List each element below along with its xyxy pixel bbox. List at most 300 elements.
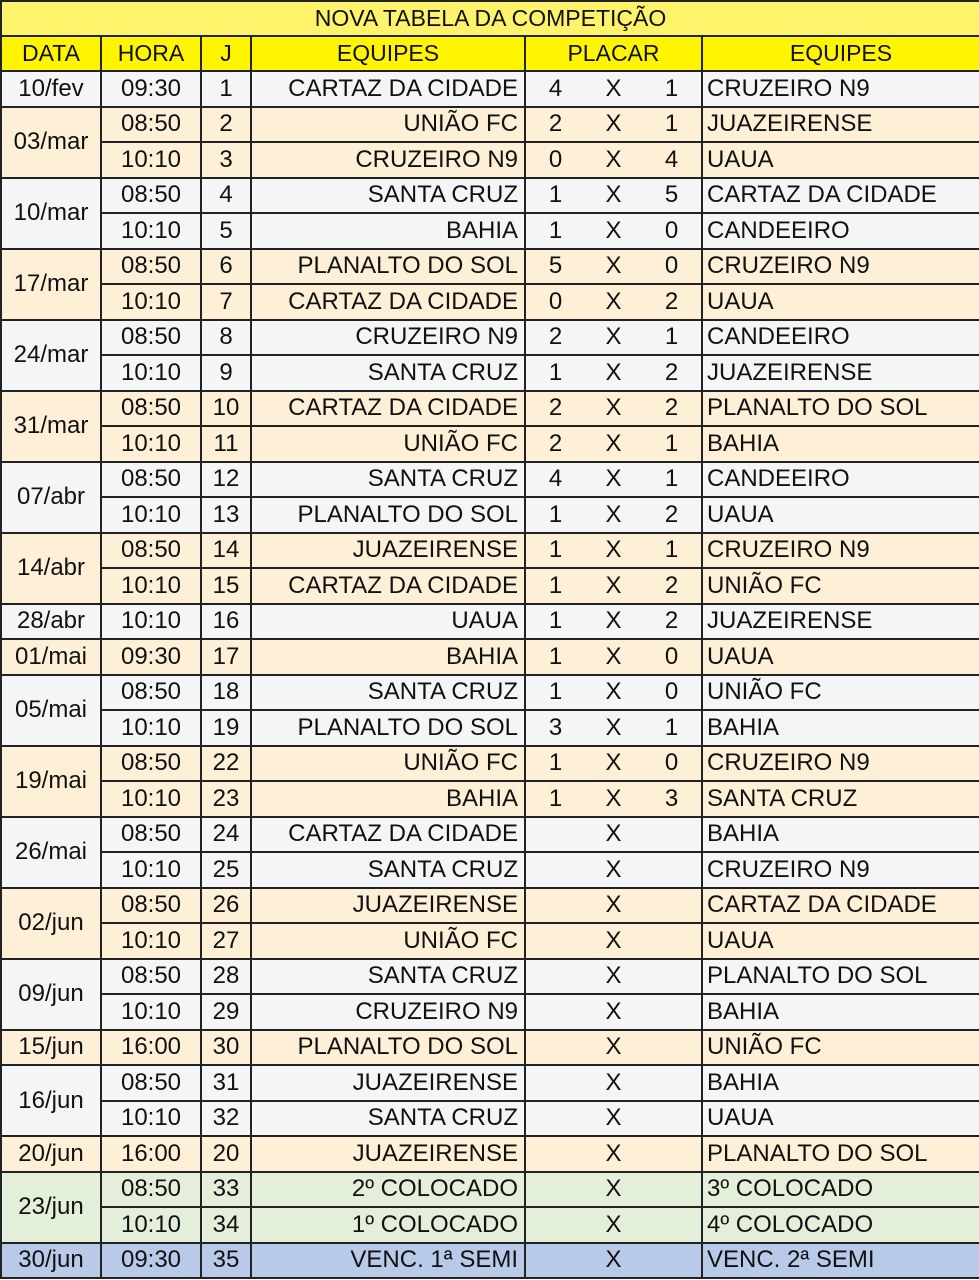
cell-versus: X <box>585 639 642 675</box>
cell-away-score: 1 <box>642 710 702 746</box>
cell-away-score: 2 <box>642 497 702 533</box>
cell-away-team: UNIÃO FC <box>702 1030 979 1066</box>
cell-versus: X <box>585 320 642 356</box>
cell-away-score: 5 <box>642 178 702 214</box>
cell-home-team: UAUA <box>251 604 525 640</box>
cell-jogo: 5 <box>201 213 251 249</box>
cell-home-team: BAHIA <box>251 213 525 249</box>
cell-home-team: UNIÃO FC <box>251 107 525 143</box>
cell-hora: 08:50 <box>101 817 201 853</box>
table-title: NOVA TABELA DA COMPETIÇÃO <box>1 1 979 36</box>
table-row <box>1 1136 979 1172</box>
cell-home-team: SANTA CRUZ <box>251 852 525 888</box>
cell-hora: 08:50 <box>101 959 201 995</box>
cell-date: 14/abr <box>1 533 101 604</box>
cell-home-score <box>525 888 585 924</box>
cell-jogo: 30 <box>201 1030 251 1066</box>
cell-date: 10/mar <box>1 178 101 249</box>
cell-hora: 10:10 <box>101 213 201 249</box>
cell-date: 10/fev <box>1 71 101 107</box>
cell-hora: 08:50 <box>101 888 201 924</box>
cell-date: 16/jun <box>1 1065 101 1136</box>
cell-jogo: 20 <box>201 1136 251 1172</box>
cell-hora: 09:30 <box>101 1243 201 1279</box>
cell-away-score <box>642 1243 702 1279</box>
cell-away-score: 0 <box>642 639 702 675</box>
cell-versus: X <box>585 888 642 924</box>
cell-away-team: PLANALTO DO SOL <box>702 391 979 427</box>
header-placar: PLACAR <box>525 36 702 71</box>
cell-versus: X <box>585 462 642 498</box>
cell-home-team: PLANALTO DO SOL <box>251 710 525 746</box>
cell-away-score: 3 <box>642 781 702 817</box>
table-row <box>1 1172 979 1208</box>
cell-hora: 10:10 <box>101 781 201 817</box>
cell-hora: 10:10 <box>101 852 201 888</box>
cell-versus: X <box>585 675 642 711</box>
cell-versus: X <box>585 426 642 462</box>
cell-home-team: VENC. 1ª SEMI <box>251 1243 525 1279</box>
cell-away-team: 3º COLOCADO <box>702 1172 979 1208</box>
cell-away-team: VENC. 2ª SEMI <box>702 1243 979 1279</box>
cell-away-score: 0 <box>642 675 702 711</box>
cell-home-score <box>525 1030 585 1066</box>
cell-jogo: 6 <box>201 249 251 285</box>
cell-home-team: 1º COLOCADO <box>251 1207 525 1243</box>
cell-hora: 08:50 <box>101 1065 201 1101</box>
cell-home-team: SANTA CRUZ <box>251 462 525 498</box>
cell-away-score <box>642 888 702 924</box>
cell-away-score: 4 <box>642 142 702 178</box>
cell-away-team: CANDEEIRO <box>702 320 979 356</box>
header-jogo: J <box>201 36 251 71</box>
cell-versus: X <box>585 284 642 320</box>
cell-home-team: JUAZEIRENSE <box>251 888 525 924</box>
cell-away-score <box>642 852 702 888</box>
cell-hora: 16:00 <box>101 1136 201 1172</box>
cell-home-score <box>525 852 585 888</box>
cell-jogo: 27 <box>201 923 251 959</box>
cell-jogo: 4 <box>201 178 251 214</box>
cell-date: 20/jun <box>1 1136 101 1172</box>
cell-away-team: UNIÃO FC <box>702 568 979 604</box>
cell-home-team: CARTAZ DA CIDADE <box>251 817 525 853</box>
cell-jogo: 9 <box>201 355 251 391</box>
cell-versus: X <box>585 1030 642 1066</box>
cell-home-score: 2 <box>525 320 585 356</box>
cell-away-score <box>642 1207 702 1243</box>
cell-hora: 10:10 <box>101 568 201 604</box>
cell-away-score <box>642 994 702 1030</box>
header-data: DATA <box>1 36 101 71</box>
table-row <box>1 533 979 569</box>
cell-home-team: CARTAZ DA CIDADE <box>251 391 525 427</box>
cell-date: 26/mai <box>1 817 101 888</box>
cell-away-team: UAUA <box>702 639 979 675</box>
cell-jogo: 22 <box>201 746 251 782</box>
cell-away-score: 1 <box>642 71 702 107</box>
cell-away-score: 2 <box>642 284 702 320</box>
table-row <box>1 746 979 782</box>
cell-date: 23/jun <box>1 1172 101 1243</box>
cell-hora: 10:10 <box>101 1101 201 1137</box>
cell-home-score: 2 <box>525 426 585 462</box>
cell-versus: X <box>585 107 642 143</box>
cell-home-score: 5 <box>525 249 585 285</box>
cell-jogo: 17 <box>201 639 251 675</box>
cell-jogo: 16 <box>201 604 251 640</box>
cell-hora: 09:30 <box>101 71 201 107</box>
cell-away-team: CARTAZ DA CIDADE <box>702 178 979 214</box>
cell-away-team: CANDEEIRO <box>702 213 979 249</box>
cell-away-team: BAHIA <box>702 426 979 462</box>
cell-versus: X <box>585 71 642 107</box>
cell-away-score <box>642 1030 702 1066</box>
cell-away-score: 2 <box>642 568 702 604</box>
table-row <box>1 355 979 391</box>
cell-home-team: UNIÃO FC <box>251 426 525 462</box>
cell-away-team: BAHIA <box>702 817 979 853</box>
cell-versus: X <box>585 604 642 640</box>
table-row <box>1 639 979 675</box>
cell-hora: 08:50 <box>101 675 201 711</box>
table-row <box>1 852 979 888</box>
cell-away-team: UAUA <box>702 497 979 533</box>
cell-home-team: 2º COLOCADO <box>251 1172 525 1208</box>
cell-versus: X <box>585 1101 642 1137</box>
cell-jogo: 33 <box>201 1172 251 1208</box>
cell-hora: 08:50 <box>101 391 201 427</box>
cell-home-score <box>525 1065 585 1101</box>
cell-jogo: 34 <box>201 1207 251 1243</box>
cell-versus: X <box>585 1243 642 1279</box>
cell-away-team: CANDEEIRO <box>702 462 979 498</box>
cell-home-team: JUAZEIRENSE <box>251 1065 525 1101</box>
table-row <box>1 781 979 817</box>
cell-home-score: 1 <box>525 604 585 640</box>
cell-home-team: SANTA CRUZ <box>251 675 525 711</box>
cell-date: 28/abr <box>1 604 101 640</box>
cell-date: 02/jun <box>1 888 101 959</box>
cell-away-team: UNIÃO FC <box>702 675 979 711</box>
cell-jogo: 25 <box>201 852 251 888</box>
cell-home-team: CARTAZ DA CIDADE <box>251 284 525 320</box>
cell-home-score <box>525 923 585 959</box>
cell-versus: X <box>585 178 642 214</box>
table-row <box>1 426 979 462</box>
cell-home-team: CRUZEIRO N9 <box>251 320 525 356</box>
cell-hora: 08:50 <box>101 107 201 143</box>
cell-date: 19/mai <box>1 746 101 817</box>
cell-versus: X <box>585 1172 642 1208</box>
cell-home-score: 1 <box>525 675 585 711</box>
table-row <box>1 1030 979 1066</box>
cell-hora: 10:10 <box>101 923 201 959</box>
cell-away-score: 1 <box>642 426 702 462</box>
cell-versus: X <box>585 746 642 782</box>
cell-versus: X <box>585 249 642 285</box>
cell-jogo: 26 <box>201 888 251 924</box>
cell-jogo: 18 <box>201 675 251 711</box>
cell-jogo: 1 <box>201 71 251 107</box>
cell-hora: 08:50 <box>101 178 201 214</box>
cell-hora: 09:30 <box>101 639 201 675</box>
cell-date: 03/mar <box>1 107 101 178</box>
cell-away-team: 4º COLOCADO <box>702 1207 979 1243</box>
table-row <box>1 994 979 1030</box>
cell-home-score: 2 <box>525 107 585 143</box>
cell-hora: 10:10 <box>101 497 201 533</box>
cell-away-score <box>642 1172 702 1208</box>
cell-jogo: 8 <box>201 320 251 356</box>
cell-versus: X <box>585 710 642 746</box>
table-row <box>1 142 979 178</box>
cell-away-score: 2 <box>642 604 702 640</box>
cell-date: 31/mar <box>1 391 101 462</box>
cell-home-team: PLANALTO DO SOL <box>251 497 525 533</box>
cell-home-team: JUAZEIRENSE <box>251 533 525 569</box>
cell-jogo: 31 <box>201 1065 251 1101</box>
table-row <box>1 320 979 356</box>
cell-hora: 08:50 <box>101 746 201 782</box>
table-row <box>1 675 979 711</box>
cell-away-score: 1 <box>642 533 702 569</box>
cell-away-score <box>642 1136 702 1172</box>
table-row <box>1 923 979 959</box>
cell-versus: X <box>585 497 642 533</box>
cell-away-team: CRUZEIRO N9 <box>702 852 979 888</box>
cell-versus: X <box>585 213 642 249</box>
cell-versus: X <box>585 391 642 427</box>
cell-date: 17/mar <box>1 249 101 320</box>
cell-away-team: UAUA <box>702 142 979 178</box>
cell-home-score: 1 <box>525 355 585 391</box>
cell-date: 01/mai <box>1 639 101 675</box>
cell-away-score: 1 <box>642 462 702 498</box>
cell-away-score <box>642 959 702 995</box>
cell-home-score <box>525 817 585 853</box>
cell-home-score <box>525 1243 585 1279</box>
cell-home-team: CRUZEIRO N9 <box>251 994 525 1030</box>
cell-jogo: 3 <box>201 142 251 178</box>
cell-versus: X <box>585 994 642 1030</box>
cell-home-team: UNIÃO FC <box>251 923 525 959</box>
cell-away-score <box>642 1101 702 1137</box>
cell-away-team: JUAZEIRENSE <box>702 604 979 640</box>
cell-away-team: JUAZEIRENSE <box>702 355 979 391</box>
cell-versus: X <box>585 568 642 604</box>
cell-away-team: CRUZEIRO N9 <box>702 249 979 285</box>
cell-away-team: UAUA <box>702 923 979 959</box>
cell-home-score: 4 <box>525 462 585 498</box>
cell-away-team: CRUZEIRO N9 <box>702 533 979 569</box>
cell-hora: 10:10 <box>101 604 201 640</box>
cell-hora: 08:50 <box>101 462 201 498</box>
cell-away-team: BAHIA <box>702 994 979 1030</box>
cell-versus: X <box>585 142 642 178</box>
cell-away-score: 0 <box>642 213 702 249</box>
cell-home-team: CARTAZ DA CIDADE <box>251 71 525 107</box>
cell-home-score <box>525 1101 585 1137</box>
cell-jogo: 24 <box>201 817 251 853</box>
cell-jogo: 12 <box>201 462 251 498</box>
cell-jogo: 28 <box>201 959 251 995</box>
cell-home-score: 1 <box>525 746 585 782</box>
table-row <box>1 710 979 746</box>
table-row <box>1 213 979 249</box>
cell-away-team: CRUZEIRO N9 <box>702 746 979 782</box>
cell-away-score <box>642 1065 702 1101</box>
cell-home-score <box>525 1136 585 1172</box>
cell-away-team: CRUZEIRO N9 <box>702 71 979 107</box>
cell-jogo: 2 <box>201 107 251 143</box>
cell-away-team: UAUA <box>702 1101 979 1137</box>
table-row <box>1 249 979 285</box>
cell-hora: 10:10 <box>101 994 201 1030</box>
cell-away-score <box>642 923 702 959</box>
cell-away-team: UAUA <box>702 284 979 320</box>
cell-away-team: BAHIA <box>702 1065 979 1101</box>
table-row <box>1 284 979 320</box>
table-row <box>1 178 979 214</box>
cell-home-score <box>525 994 585 1030</box>
schedule-body <box>1 71 979 1278</box>
cell-home-score <box>525 1207 585 1243</box>
cell-home-team: CARTAZ DA CIDADE <box>251 568 525 604</box>
header-equipes-fora: EQUIPES <box>702 36 979 71</box>
cell-jogo: 32 <box>201 1101 251 1137</box>
cell-hora: 10:10 <box>101 284 201 320</box>
table-row <box>1 1065 979 1101</box>
cell-away-score: 0 <box>642 249 702 285</box>
cell-jogo: 23 <box>201 781 251 817</box>
table-row <box>1 107 979 143</box>
table-row <box>1 604 979 640</box>
cell-versus: X <box>585 852 642 888</box>
title-row <box>1 1 979 36</box>
cell-date: 09/jun <box>1 959 101 1030</box>
cell-home-score: 4 <box>525 71 585 107</box>
cell-jogo: 13 <box>201 497 251 533</box>
cell-hora: 08:50 <box>101 249 201 285</box>
cell-away-team: CARTAZ DA CIDADE <box>702 888 979 924</box>
table-row <box>1 1243 979 1279</box>
cell-home-score <box>525 1172 585 1208</box>
header-equipes-casa: EQUIPES <box>251 36 525 71</box>
cell-away-team: SANTA CRUZ <box>702 781 979 817</box>
table-row <box>1 497 979 533</box>
table-row <box>1 888 979 924</box>
cell-home-team: BAHIA <box>251 781 525 817</box>
cell-away-score: 1 <box>642 320 702 356</box>
cell-jogo: 11 <box>201 426 251 462</box>
cell-home-team: CRUZEIRO N9 <box>251 142 525 178</box>
cell-away-team: PLANALTO DO SOL <box>702 959 979 995</box>
table-row <box>1 71 979 107</box>
cell-hora: 08:50 <box>101 533 201 569</box>
cell-date: 05/mai <box>1 675 101 746</box>
cell-jogo: 15 <box>201 568 251 604</box>
cell-jogo: 14 <box>201 533 251 569</box>
cell-home-score: 0 <box>525 142 585 178</box>
table-row <box>1 1207 979 1243</box>
cell-date: 24/mar <box>1 320 101 391</box>
cell-jogo: 7 <box>201 284 251 320</box>
cell-versus: X <box>585 1207 642 1243</box>
cell-date: 30/jun <box>1 1243 101 1279</box>
cell-hora: 10:10 <box>101 426 201 462</box>
table-row <box>1 462 979 498</box>
cell-home-team: SANTA CRUZ <box>251 1101 525 1137</box>
cell-home-score: 1 <box>525 178 585 214</box>
cell-home-score: 1 <box>525 497 585 533</box>
cell-home-score: 1 <box>525 568 585 604</box>
cell-home-score: 0 <box>525 284 585 320</box>
cell-versus: X <box>585 923 642 959</box>
table-row <box>1 817 979 853</box>
cell-away-score: 1 <box>642 107 702 143</box>
cell-home-score: 3 <box>525 710 585 746</box>
table-row <box>1 568 979 604</box>
cell-hora: 10:10 <box>101 355 201 391</box>
cell-away-score: 2 <box>642 391 702 427</box>
cell-jogo: 35 <box>201 1243 251 1279</box>
header-hora: HORA <box>101 36 201 71</box>
cell-home-team: JUAZEIRENSE <box>251 1136 525 1172</box>
cell-versus: X <box>585 781 642 817</box>
cell-hora: 10:10 <box>101 142 201 178</box>
cell-home-team: SANTA CRUZ <box>251 355 525 391</box>
cell-home-score: 1 <box>525 639 585 675</box>
cell-away-team: JUAZEIRENSE <box>702 107 979 143</box>
cell-date: 07/abr <box>1 462 101 533</box>
cell-versus: X <box>585 355 642 391</box>
cell-hora: 10:10 <box>101 1207 201 1243</box>
cell-jogo: 10 <box>201 391 251 427</box>
cell-hora: 10:10 <box>101 710 201 746</box>
cell-date: 15/jun <box>1 1030 101 1066</box>
cell-away-team: PLANALTO DO SOL <box>702 1136 979 1172</box>
cell-away-score: 2 <box>642 355 702 391</box>
cell-home-team: BAHIA <box>251 639 525 675</box>
cell-home-score: 1 <box>525 533 585 569</box>
cell-home-team: SANTA CRUZ <box>251 178 525 214</box>
cell-versus: X <box>585 959 642 995</box>
cell-home-team: PLANALTO DO SOL <box>251 1030 525 1066</box>
cell-versus: X <box>585 817 642 853</box>
cell-home-score: 1 <box>525 213 585 249</box>
header-row <box>1 36 979 71</box>
cell-home-score: 1 <box>525 781 585 817</box>
cell-home-team: UNIÃO FC <box>251 746 525 782</box>
cell-away-score <box>642 817 702 853</box>
table-row <box>1 959 979 995</box>
cell-hora: 16:00 <box>101 1030 201 1066</box>
cell-hora: 08:50 <box>101 1172 201 1208</box>
cell-jogo: 19 <box>201 710 251 746</box>
cell-away-team: BAHIA <box>702 710 979 746</box>
cell-home-team: SANTA CRUZ <box>251 959 525 995</box>
cell-jogo: 29 <box>201 994 251 1030</box>
cell-home-score: 2 <box>525 391 585 427</box>
cell-home-score <box>525 959 585 995</box>
cell-versus: X <box>585 1065 642 1101</box>
cell-hora: 08:50 <box>101 320 201 356</box>
cell-versus: X <box>585 533 642 569</box>
cell-home-team: PLANALTO DO SOL <box>251 249 525 285</box>
table-row <box>1 1101 979 1137</box>
cell-versus: X <box>585 1136 642 1172</box>
